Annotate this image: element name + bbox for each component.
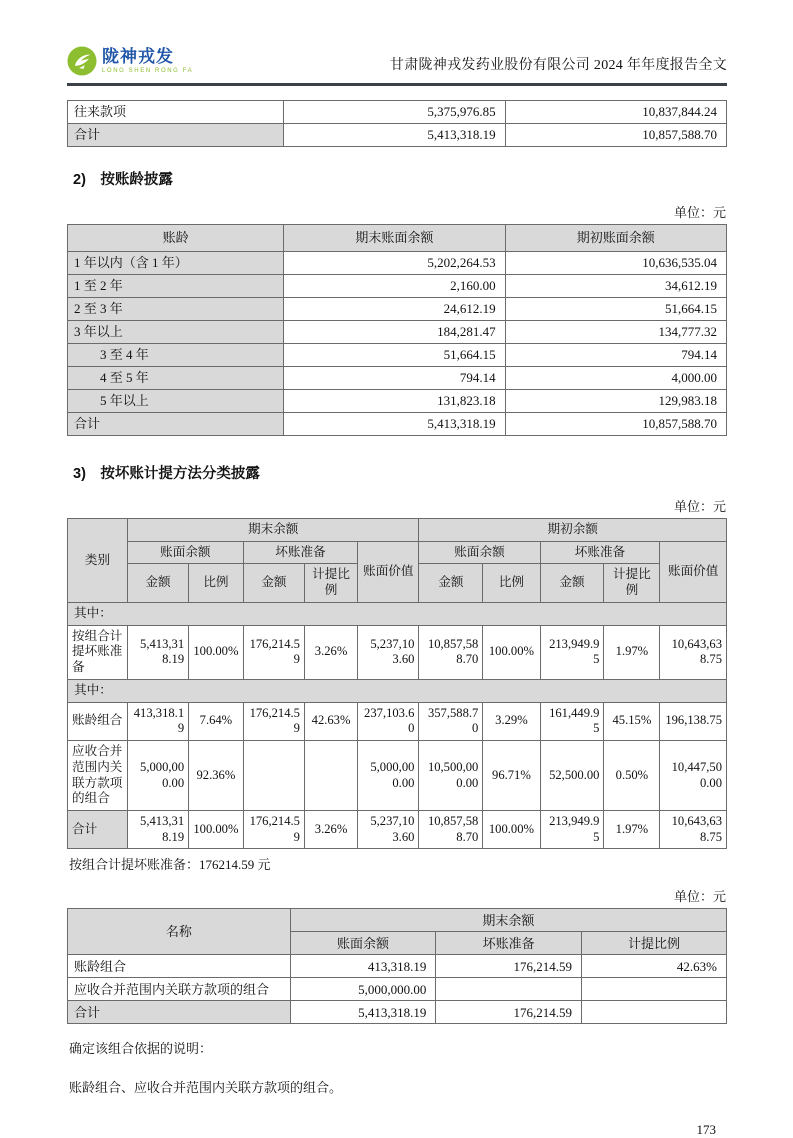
value-cell: 357,588.70 bbox=[419, 702, 483, 740]
row-label-cell: 4 至 5 年 bbox=[68, 367, 284, 390]
portfolio-summary-table bbox=[67, 908, 727, 1024]
row-label-cell: 应收合并范围内关联方款项的组合 bbox=[68, 978, 291, 1001]
row-label-cell: 应收合并范围内关联方款项的组合 bbox=[68, 741, 128, 811]
col-header-begin-balance: 期初余额 bbox=[419, 519, 727, 542]
table-row bbox=[68, 625, 727, 679]
value-cell: 10,500,000.00 bbox=[419, 741, 483, 811]
value-cell: 161,449.95 bbox=[540, 702, 604, 740]
value-cell: 42.63% bbox=[582, 955, 727, 978]
value-cell: 0.50% bbox=[604, 741, 660, 811]
col-header-end-balance: 期末账面余额 bbox=[284, 225, 505, 252]
value-cell bbox=[436, 978, 582, 1001]
logo-icon bbox=[67, 46, 97, 76]
value-cell: 5,413,318.19 bbox=[290, 1001, 436, 1024]
table-row bbox=[68, 275, 727, 298]
col-header-provision-ratio: 计提比例 bbox=[304, 564, 357, 602]
value-cell: 5,000,000.00 bbox=[358, 741, 419, 811]
value-cell: 794.14 bbox=[284, 367, 505, 390]
col-header-provision-ratio: 计提比例 bbox=[582, 932, 727, 955]
table-header-row bbox=[68, 541, 727, 564]
table-row bbox=[68, 321, 727, 344]
value-cell: 10,643,638.75 bbox=[660, 625, 727, 679]
col-header-book-balance: 账面余额 bbox=[127, 541, 243, 564]
unit-label-section4: 单位：元 bbox=[673, 889, 726, 905]
company-logo bbox=[67, 46, 193, 76]
row-label-cell: 账龄组合 bbox=[68, 702, 128, 740]
col-header-amount: 金额 bbox=[419, 564, 483, 602]
unit-label-section3: 单位：元 bbox=[673, 499, 726, 514]
logo-name: 陇神戎发 bbox=[102, 47, 174, 66]
aging-disclosure-table bbox=[67, 224, 727, 436]
value-cell: 10,857,588.70 bbox=[419, 811, 483, 849]
table-header-row bbox=[68, 909, 727, 932]
value-cell: 100.00% bbox=[189, 811, 244, 849]
note-basis-heading: 确定该组合依据的说明： bbox=[69, 1041, 213, 1057]
value-cell: 10,636,535.04 bbox=[505, 252, 726, 275]
total-row bbox=[68, 413, 727, 436]
value-cell: 92.36% bbox=[189, 741, 244, 811]
row-label-cell: 合计 bbox=[68, 1001, 291, 1024]
row-label-cell: 1 年以内（含 1 年） bbox=[68, 252, 284, 275]
value-cell: 52,500.00 bbox=[540, 741, 604, 811]
col-header-end-balance: 期末余额 bbox=[290, 909, 726, 932]
value-cell: 5,202,264.53 bbox=[284, 252, 505, 275]
col-header-provision-ratio: 计提比例 bbox=[604, 564, 660, 602]
value-cell: 42.63% bbox=[304, 702, 357, 740]
value-cell: 5,237,103.60 bbox=[358, 625, 419, 679]
table-row bbox=[68, 344, 727, 367]
total-row bbox=[68, 124, 727, 147]
table-header-row bbox=[68, 225, 727, 252]
table-row bbox=[68, 367, 727, 390]
table-row bbox=[68, 252, 727, 275]
total-row bbox=[68, 811, 727, 849]
value-cell: 24,612.19 bbox=[284, 298, 505, 321]
value-cell: 7.64% bbox=[189, 702, 244, 740]
note-basis-text: 账龄组合、应收合并范围内关联方款项的组合。 bbox=[69, 1080, 343, 1096]
value-cell: 413,318.19 bbox=[290, 955, 436, 978]
col-header-bad-debt-provision: 坏账准备 bbox=[243, 541, 357, 564]
section-3-heading: 3) 按坏账计提方法分类披露 bbox=[73, 466, 260, 482]
section-row-label: 其中： bbox=[68, 602, 727, 625]
value-cell bbox=[582, 978, 727, 1001]
section-row-label: 其中： bbox=[68, 679, 727, 702]
value-cell: 10,837,844.24 bbox=[505, 101, 726, 124]
col-header-book-balance: 账面余额 bbox=[419, 541, 540, 564]
value-cell: 1.97% bbox=[604, 625, 660, 679]
table-row bbox=[68, 978, 727, 1001]
row-label-cell: 合计 bbox=[68, 124, 284, 147]
value-cell: 5,413,318.19 bbox=[127, 811, 188, 849]
col-header-category: 类别 bbox=[68, 519, 128, 603]
value-cell: 51,664.15 bbox=[505, 298, 726, 321]
footnotes bbox=[67, 1038, 727, 1096]
value-cell: 196,138.75 bbox=[660, 702, 727, 740]
value-cell: 10,857,588.70 bbox=[505, 124, 726, 147]
value-cell: 100.00% bbox=[483, 811, 540, 849]
value-cell: 5,413,318.19 bbox=[127, 625, 188, 679]
value-cell: 5,237,103.60 bbox=[358, 811, 419, 849]
bad-debt-method-table bbox=[67, 518, 727, 849]
row-label-cell: 3 年以上 bbox=[68, 321, 284, 344]
total-row bbox=[68, 1001, 727, 1024]
table-row bbox=[68, 298, 727, 321]
value-cell: 10,857,588.70 bbox=[505, 413, 726, 436]
col-header-amount: 金额 bbox=[243, 564, 304, 602]
value-cell: 413,318.19 bbox=[127, 702, 188, 740]
col-header-book-value: 账面价值 bbox=[660, 541, 727, 602]
document-title: 甘肃陇神戎发药业股份有限公司 2024 年年度报告全文 bbox=[389, 58, 727, 73]
col-header-aging: 账龄 bbox=[68, 225, 284, 252]
col-header-ratio: 比例 bbox=[483, 564, 540, 602]
col-header-name: 名称 bbox=[68, 909, 291, 955]
value-cell: 10,643,638.75 bbox=[660, 811, 727, 849]
value-cell: 134,777.32 bbox=[505, 321, 726, 344]
row-label-cell: 1 至 2 年 bbox=[68, 275, 284, 298]
value-cell: 184,281.47 bbox=[284, 321, 505, 344]
value-cell: 10,447,500.00 bbox=[660, 741, 727, 811]
value-cell: 794.14 bbox=[505, 344, 726, 367]
value-cell: 5,413,318.19 bbox=[284, 413, 505, 436]
value-cell: 45.15% bbox=[604, 702, 660, 740]
page-number: 173 bbox=[696, 1122, 716, 1138]
col-header-book-balance: 账面余额 bbox=[290, 932, 436, 955]
col-header-bad-debt-provision: 坏账准备 bbox=[436, 932, 582, 955]
value-cell: 34,612.19 bbox=[505, 275, 726, 298]
table-row bbox=[68, 702, 727, 740]
row-label-cell: 5 年以上 bbox=[68, 390, 284, 413]
row-label-cell: 3 至 4 年 bbox=[68, 344, 284, 367]
value-cell: 1.97% bbox=[604, 811, 660, 849]
section-2-heading: 2) 按账龄披露 bbox=[73, 172, 173, 188]
value-cell: 237,103.60 bbox=[358, 702, 419, 740]
value-cell bbox=[304, 741, 357, 811]
value-cell: 5,000,000.00 bbox=[290, 978, 436, 1001]
row-label-cell: 2 至 3 年 bbox=[68, 298, 284, 321]
value-cell: 100.00% bbox=[483, 625, 540, 679]
value-cell: 10,857,588.70 bbox=[419, 625, 483, 679]
value-cell: 176,214.59 bbox=[243, 625, 304, 679]
value-cell: 129,983.18 bbox=[505, 390, 726, 413]
carryover-table bbox=[67, 100, 727, 147]
value-cell: 3.26% bbox=[304, 811, 357, 849]
col-header-book-value: 账面价值 bbox=[358, 541, 419, 602]
col-header-begin-balance: 期初账面余额 bbox=[505, 225, 726, 252]
value-cell: 96.71% bbox=[483, 741, 540, 811]
col-header-amount: 金额 bbox=[540, 564, 604, 602]
row-label-cell: 合计 bbox=[68, 413, 284, 436]
value-cell: 100.00% bbox=[189, 625, 244, 679]
value-cell: 213,949.95 bbox=[540, 625, 604, 679]
col-header-end-balance: 期末余额 bbox=[127, 519, 419, 542]
table-row bbox=[68, 390, 727, 413]
value-cell: 3.29% bbox=[483, 702, 540, 740]
value-cell: 176,214.59 bbox=[436, 955, 582, 978]
row-label-cell: 按组合计提坏账准备 bbox=[68, 625, 128, 679]
value-cell: 4,000.00 bbox=[505, 367, 726, 390]
value-cell: 3.26% bbox=[304, 625, 357, 679]
logo-subtitle: LONG SHEN RONG FA bbox=[102, 68, 194, 74]
page-header bbox=[67, 46, 727, 86]
value-cell: 51,664.15 bbox=[284, 344, 505, 367]
col-header-ratio: 比例 bbox=[189, 564, 244, 602]
col-header-amount: 金额 bbox=[127, 564, 188, 602]
value-cell: 131,823.18 bbox=[284, 390, 505, 413]
value-cell: 176,214.59 bbox=[243, 702, 304, 740]
value-cell: 2,160.00 bbox=[284, 275, 505, 298]
value-cell: 5,000,000.00 bbox=[127, 741, 188, 811]
provision-note: 按组合计提坏账准备：176214.59 元 bbox=[69, 857, 271, 873]
table-row bbox=[68, 741, 727, 811]
table-row bbox=[68, 602, 727, 625]
col-header-bad-debt-provision: 坏账准备 bbox=[540, 541, 660, 564]
value-cell: 5,375,976.85 bbox=[284, 101, 505, 124]
row-label-cell: 合计 bbox=[68, 811, 128, 849]
row-label-cell: 账龄组合 bbox=[68, 955, 291, 978]
value-cell: 5,413,318.19 bbox=[284, 124, 505, 147]
value-cell: 176,214.59 bbox=[436, 1001, 582, 1024]
value-cell: 213,949.95 bbox=[540, 811, 604, 849]
table-row bbox=[68, 101, 727, 124]
value-cell bbox=[582, 1001, 727, 1024]
table-header-row bbox=[68, 519, 727, 542]
value-cell: 176,214.59 bbox=[243, 811, 304, 849]
value-cell bbox=[243, 741, 304, 811]
table-row bbox=[68, 955, 727, 978]
unit-label-section2: 单位：元 bbox=[673, 205, 726, 220]
row-label-cell: 往来款项 bbox=[68, 101, 284, 124]
table-row bbox=[68, 679, 727, 702]
